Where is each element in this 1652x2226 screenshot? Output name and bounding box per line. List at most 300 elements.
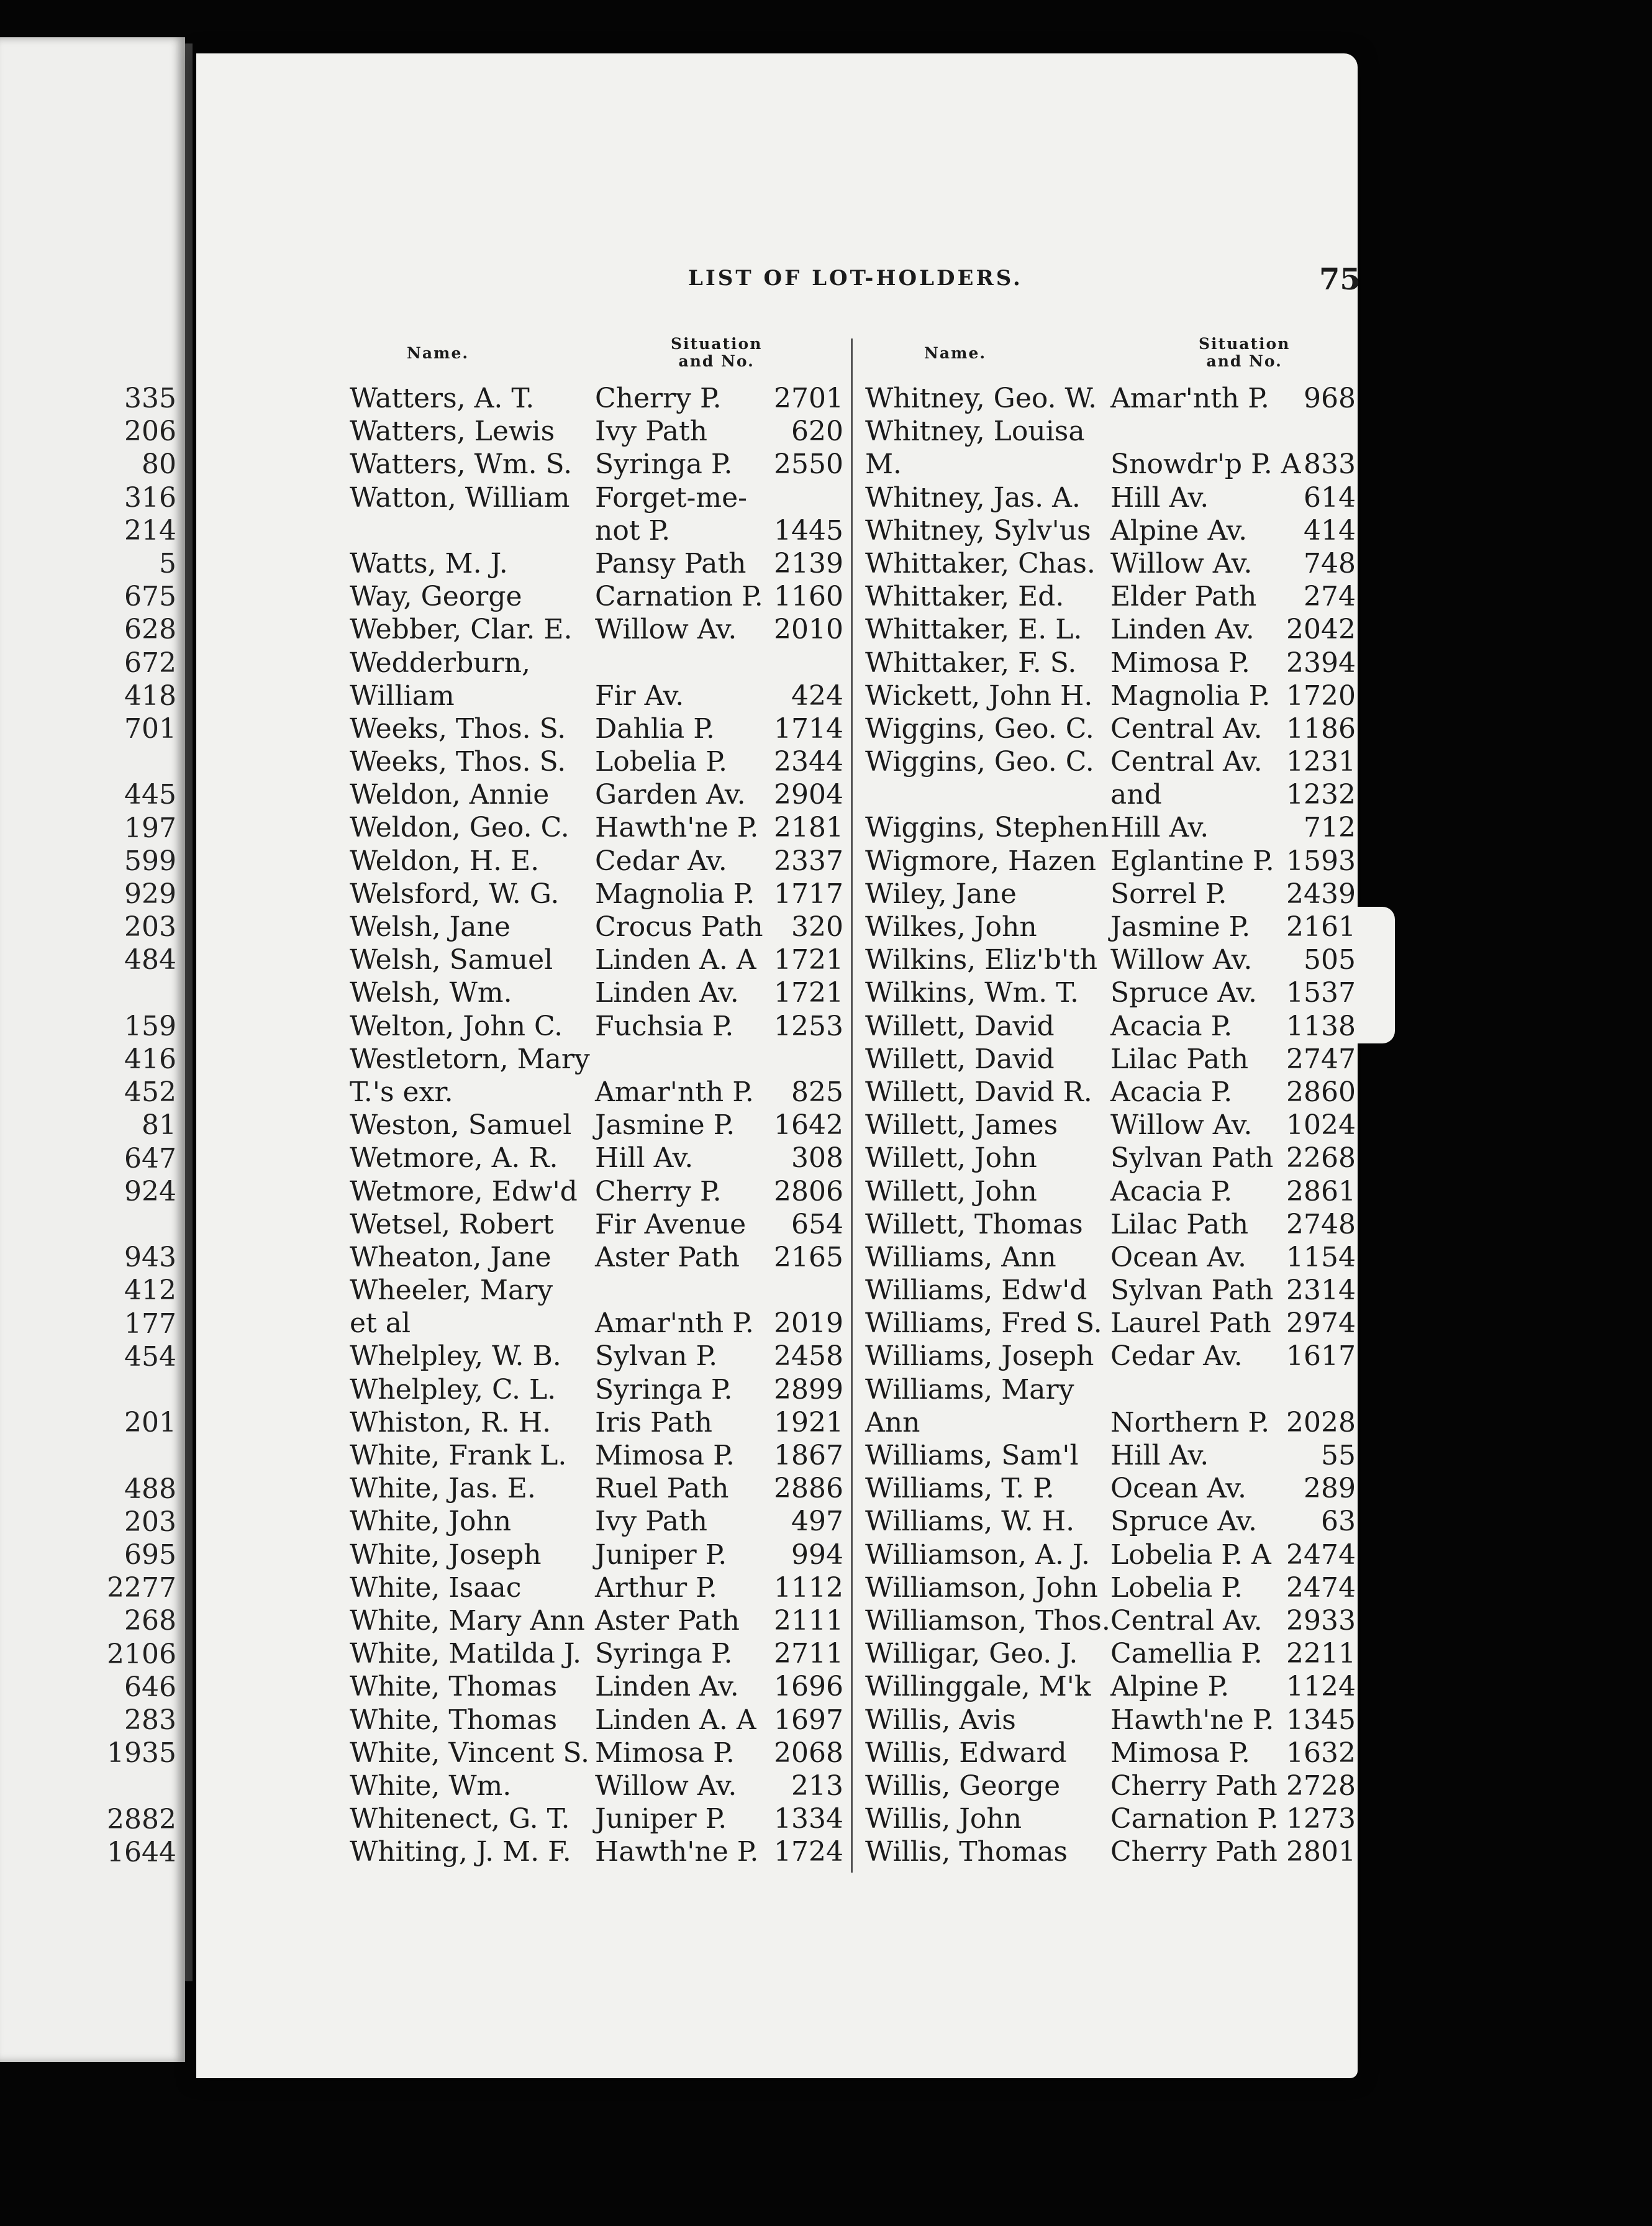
lot-situation: Acacia P. <box>1110 1076 1233 1108</box>
lot-holder-name: Wilkes, John <box>865 911 1037 943</box>
lot-situation: Acacia P. <box>1110 1175 1233 1207</box>
lot-situation: Fuchsia P. <box>595 1010 734 1042</box>
lot-holder-row <box>350 1769 843 1802</box>
lot-number: 213 <box>791 1769 843 1802</box>
lot-holder-row <box>350 878 843 911</box>
lot-number: 2028 <box>1286 1406 1356 1438</box>
lot-holder-name: White, Thomas <box>350 1704 558 1736</box>
lot-situation: Alpine Av. <box>1110 514 1248 547</box>
lot-situation: Mimosa P. <box>595 1440 735 1471</box>
lot-number: 1696 <box>774 1671 843 1703</box>
lot-holder-row <box>350 382 843 415</box>
previous-page-lot-number: 924 <box>124 1175 176 1207</box>
lot-number: 1724 <box>774 1836 843 1868</box>
lot-holder-row <box>865 943 1356 976</box>
lot-situation: Linden A. A <box>595 944 756 976</box>
lot-number: 414 <box>1304 514 1356 547</box>
lot-number: 2439 <box>1286 878 1356 910</box>
previous-page-lot-number: 2277 <box>107 1572 176 1604</box>
lot-situation: Central Av. <box>1110 1604 1263 1637</box>
lot-situation: Willow Av. <box>1110 944 1253 976</box>
lot-holder-row <box>865 712 1356 745</box>
lot-holder-name: Williams, W. H. <box>865 1506 1075 1538</box>
lot-holder-row <box>350 1439 843 1472</box>
lot-number: 274 <box>1304 581 1356 613</box>
page-number: 75 <box>1319 262 1361 297</box>
lot-holder-row <box>865 1769 1356 1802</box>
lot-number: 833 <box>1304 448 1356 481</box>
lot-holder-row <box>865 1604 1356 1637</box>
lot-number: 2042 <box>1286 614 1356 646</box>
lot-holder-name: Welsford, W. G. <box>350 878 560 910</box>
lot-holder-name: Watts, M. J. <box>350 547 508 579</box>
lot-holder-row <box>865 1571 1356 1604</box>
lot-situation: Elder Path <box>1110 581 1257 613</box>
lot-holder-name: Willett, David <box>865 1043 1055 1075</box>
lot-situation: Hill Av. <box>1110 481 1209 514</box>
lot-holder-row <box>350 1307 843 1340</box>
previous-page-lot-number: 672 <box>124 647 176 679</box>
lot-holder-name: Willis, George <box>865 1769 1061 1802</box>
lot-holder-name: White, Vincent S. <box>350 1737 589 1769</box>
lot-holder-row <box>350 778 843 811</box>
lot-holder-row <box>350 1472 843 1505</box>
lot-number: 1160 <box>774 581 843 613</box>
lot-number: 1154 <box>1286 1241 1356 1273</box>
lot-number: 2268 <box>1286 1142 1356 1174</box>
lot-situation: Amar'nth P. <box>1110 383 1269 414</box>
previous-page-lot-number: 159 <box>124 1010 176 1042</box>
previous-page-lot-number: 599 <box>124 845 176 877</box>
lot-holder-name: Williams, T. P. <box>865 1473 1055 1505</box>
lot-holder-name: Webber, Clar. E. <box>350 614 573 646</box>
lot-situation: Lilac Path <box>1110 1208 1249 1240</box>
lot-situation: Eglantine P. <box>1110 845 1274 877</box>
lot-holder-name: Williams, Edw'd <box>865 1274 1087 1307</box>
lot-situation: Jasmine P. <box>1110 911 1251 943</box>
lot-situation: Ivy Path <box>595 416 707 448</box>
lot-number: 1231 <box>1286 746 1356 778</box>
lot-number: 654 <box>791 1208 843 1240</box>
lot-situation: Lobelia P. A <box>1110 1538 1271 1571</box>
lot-situation: Mimosa P. <box>1110 647 1250 679</box>
lot-holder-name: T.'s exr. <box>350 1076 453 1108</box>
lot-number: 1697 <box>774 1704 843 1736</box>
lot-holder-row <box>350 1241 843 1274</box>
previous-page-lot-number: 1644 <box>107 1836 176 1868</box>
lot-situation: Willow Av. <box>1110 547 1253 579</box>
lot-holder-row <box>865 547 1356 580</box>
lot-holder-name: Watters, A. T. <box>350 383 535 414</box>
lot-holder-row <box>350 1538 843 1571</box>
lot-holder-name: Willett, David <box>865 1010 1055 1042</box>
lot-holder-name: Whitney, Jas. A. <box>865 481 1081 514</box>
lot-situation: Jasmine P. <box>595 1109 735 1142</box>
lot-holder-name: Wiley, Jane <box>865 878 1017 910</box>
previous-page-lot-number: 177 <box>124 1307 176 1340</box>
lot-situation: Ocean Av. <box>1110 1473 1246 1505</box>
lot-holder-name: Williamson, A. J. <box>865 1538 1091 1571</box>
lot-situation: Sylvan P. <box>595 1340 718 1373</box>
lot-holder-name: Wickett, John H. <box>865 679 1093 712</box>
lot-holder-name: Williamson, John <box>865 1571 1098 1604</box>
lot-holder-row <box>865 1109 1356 1142</box>
lot-situation: Cherry P. <box>595 1175 722 1207</box>
lot-situation: Laurel Path <box>1110 1307 1271 1340</box>
lot-holder-name: Willett, Thomas <box>865 1208 1083 1240</box>
lot-situation: Amar'nth P. <box>595 1307 754 1340</box>
previous-page-lot-number: 416 <box>124 1043 176 1075</box>
lot-holder-row <box>350 679 843 712</box>
lot-number: 55 <box>1321 1440 1356 1471</box>
lot-situation: Arthur P. <box>595 1571 717 1604</box>
lot-number: 2860 <box>1286 1076 1356 1108</box>
lot-holder-row <box>865 1307 1356 1340</box>
lot-number: 1617 <box>1286 1340 1356 1373</box>
lot-holder-row <box>350 1571 843 1604</box>
lot-holder-row <box>350 1142 843 1174</box>
lot-number: 1112 <box>774 1571 843 1604</box>
previous-page-lot-number: 943 <box>124 1242 176 1274</box>
lot-holder-row <box>865 778 1356 811</box>
lot-holder-name: Williams, Fred S. <box>865 1307 1102 1340</box>
lot-holder-name: Watters, Wm. S. <box>350 448 573 481</box>
lot-number: 2111 <box>774 1604 843 1637</box>
lot-holder-row <box>865 1802 1356 1835</box>
lot-holder-row <box>350 1010 843 1043</box>
lot-holder-name: Wheaton, Jane <box>350 1241 551 1273</box>
lot-holder-name: White, Matilda J. <box>350 1638 582 1670</box>
lot-holder-row <box>350 1505 843 1538</box>
previous-page-lot-number: 647 <box>124 1142 176 1174</box>
previous-page-lot-number: 701 <box>124 713 176 745</box>
lot-situation: Alpine P. <box>1110 1671 1230 1703</box>
lot-holder-row <box>865 1472 1356 1505</box>
lot-number: 1642 <box>774 1109 843 1142</box>
page-header: LIST OF LOT-HOLDERS. <box>688 266 1023 291</box>
lot-situation: Spruce Av. <box>1110 977 1257 1009</box>
lot-holder-name: Westletorn, Mary <box>350 1043 590 1075</box>
lot-holder-name: White, Thomas <box>350 1671 558 1703</box>
lot-situation: Ruel Path <box>595 1473 729 1505</box>
lot-number: 2458 <box>774 1340 843 1373</box>
lot-holder-row <box>350 1175 843 1208</box>
lot-situation: Linden Av. <box>595 1671 739 1703</box>
lot-holder-name: Williams, Joseph <box>865 1340 1094 1373</box>
lot-holder-row <box>350 1109 843 1142</box>
lot-holder-name: Willis, Avis <box>865 1704 1016 1736</box>
lot-holder-name: Weldon, Geo. C. <box>350 812 570 844</box>
lot-number: 2474 <box>1286 1571 1356 1604</box>
previous-page-lot-number: 206 <box>124 416 176 448</box>
book-gutter <box>185 43 193 1981</box>
lot-holder-row <box>865 1637 1356 1670</box>
lot-number: 1720 <box>1286 679 1356 712</box>
lot-holder-name: White, Jas. E. <box>350 1473 536 1505</box>
lot-number: 2211 <box>1286 1638 1356 1670</box>
lot-situation: Mimosa P. <box>1110 1737 1250 1769</box>
lot-holder-name: M. <box>865 448 902 481</box>
lot-situation: Pansy Path <box>595 547 747 579</box>
lot-holder-row <box>350 1835 843 1868</box>
lot-situation: Hawth'ne P. <box>595 1836 759 1868</box>
lot-holder-name: Willett, John <box>865 1175 1037 1207</box>
lot-holder-name: Willigar, Geo. J. <box>865 1638 1078 1670</box>
previous-page-lot-number: 197 <box>124 812 176 844</box>
lot-holder-name: Wheeler, Mary <box>350 1274 553 1307</box>
lot-holder-row <box>865 613 1356 646</box>
lot-number: 1721 <box>774 944 843 976</box>
lot-holder-name: White, Frank L. <box>350 1440 567 1471</box>
lot-number: 2550 <box>774 448 843 481</box>
lot-holder-row <box>865 1704 1356 1737</box>
lot-situation: Syringa P. <box>595 1638 733 1670</box>
lot-holder-row <box>350 911 843 943</box>
lot-holder-row <box>350 1604 843 1637</box>
previous-page-lot-number: 445 <box>124 779 176 811</box>
lot-holder-row <box>350 712 843 745</box>
lot-situation: Garden Av. <box>595 779 746 811</box>
lot-number: 1921 <box>774 1406 843 1438</box>
lot-holder-name: Wetmore, A. R. <box>350 1142 558 1174</box>
lot-situation: Camellia P. <box>1110 1638 1263 1670</box>
previous-page-lot-number: 452 <box>124 1076 176 1109</box>
lot-holder-name: Welsh, Samuel <box>350 944 553 976</box>
lot-holder-row <box>865 580 1356 613</box>
lot-holder-row <box>865 1737 1356 1769</box>
lot-holder-row <box>865 1043 1356 1076</box>
lot-holder-row <box>865 878 1356 911</box>
lot-situation: Willow Av. <box>595 1769 737 1802</box>
lot-number: 2711 <box>774 1638 843 1670</box>
lot-holder-row <box>865 1439 1356 1472</box>
lot-situation: Spruce Av. <box>1110 1506 1257 1538</box>
previous-page-lot-number: 695 <box>124 1539 176 1571</box>
lot-holder-row <box>865 1670 1356 1703</box>
lot-holder-name: Williams, Mary <box>865 1373 1074 1406</box>
lot-situation: and <box>1110 779 1162 811</box>
lot-number: 2974 <box>1286 1307 1356 1340</box>
previous-page-lot-number: 268 <box>124 1605 176 1637</box>
lot-number: 1537 <box>1286 977 1356 1009</box>
lot-holder-row <box>350 514 843 547</box>
previous-page-edge <box>0 37 185 2062</box>
lot-holder-name: Whelpley, C. L. <box>350 1373 556 1406</box>
previous-page-lot-number: 214 <box>124 514 176 547</box>
lot-holder-name: Willis, John <box>865 1803 1022 1835</box>
lot-holder-name: Williamson, Thos. <box>865 1604 1110 1637</box>
lot-situation: Juniper P. <box>595 1803 727 1835</box>
lot-holder-name: Watton, William <box>350 481 570 514</box>
lot-holder-row <box>865 1208 1356 1241</box>
lot-situation: Sylvan Path <box>1110 1274 1274 1307</box>
lot-number: 2748 <box>1286 1208 1356 1240</box>
lot-holder-name: White, Isaac <box>350 1571 522 1604</box>
lot-holder-row <box>865 481 1356 514</box>
lot-holder-name: Wiggins, Geo. C. <box>865 712 1094 745</box>
lot-holder-row <box>865 1175 1356 1208</box>
lot-situation: Aster Path <box>595 1604 740 1637</box>
lot-number: 1445 <box>774 514 843 547</box>
lot-holder-row <box>865 1373 1356 1406</box>
lot-number: 1232 <box>1286 779 1356 811</box>
lot-holder-row <box>350 1737 843 1769</box>
lot-holder-name: Weeks, Thos. S. <box>350 746 566 778</box>
lot-number: 2165 <box>774 1241 843 1273</box>
lot-holder-row <box>350 547 843 580</box>
lot-holder-name: Weeks, Thos. S. <box>350 712 566 745</box>
lot-holder-row <box>350 1704 843 1737</box>
lot-situation: Cherry Path <box>1110 1769 1278 1802</box>
lot-number: 2806 <box>774 1175 843 1207</box>
lot-situation: Linden A. A <box>595 1704 756 1736</box>
lot-holder-name: Willis, Edward <box>865 1737 1067 1769</box>
lot-holder-row <box>865 382 1356 415</box>
lot-holder-row <box>865 976 1356 1009</box>
lot-situation: Hill Av. <box>1110 812 1209 844</box>
lot-holder-name: Willett, John <box>865 1142 1037 1174</box>
lot-holder-name: et al <box>350 1307 411 1340</box>
lot-situation: Carnation P. <box>1110 1803 1279 1835</box>
lot-situation: Willow Av. <box>595 614 737 646</box>
lot-situation: Magnolia P. <box>1110 679 1271 712</box>
previous-page-lot-number: 203 <box>124 1506 176 1538</box>
lot-situation: Dahlia P. <box>595 712 715 745</box>
lot-situation: Sorrel P. <box>1110 878 1227 910</box>
lot-holder-name: Weldon, H. E. <box>350 845 540 877</box>
lot-holder-row <box>350 811 843 844</box>
lot-holder-name: Weston, Samuel <box>350 1109 572 1142</box>
previous-page-lot-number: 283 <box>124 1704 176 1736</box>
previous-page-lot-number: 316 <box>124 481 176 514</box>
lot-holder-name: Williams, Sam'l <box>865 1440 1079 1471</box>
lot-number: 2344 <box>774 746 843 778</box>
previous-page-lot-number: 203 <box>124 911 176 943</box>
previous-page-lot-number: 484 <box>124 944 176 976</box>
lot-situation: Crocus Path <box>595 911 763 943</box>
lot-holder-row <box>350 613 843 646</box>
previous-page-lot-number: 2882 <box>107 1803 176 1835</box>
lot-situation: Juniper P. <box>595 1538 727 1571</box>
lot-holder-row <box>865 911 1356 943</box>
lot-number: 1714 <box>774 712 843 745</box>
lot-situation: Ivy Path <box>595 1506 707 1538</box>
lot-situation: Lilac Path <box>1110 1043 1249 1075</box>
lot-number: 2314 <box>1286 1274 1356 1307</box>
lot-situation: Hawth'ne P. <box>595 812 759 844</box>
right-name-heading: Name. <box>924 344 987 362</box>
lot-number: 1593 <box>1286 845 1356 877</box>
lot-holder-name: Wigmore, Hazen <box>865 845 1097 877</box>
lot-situation: Linden Av. <box>1110 614 1255 646</box>
lot-situation: Cherry P. <box>595 383 722 414</box>
lot-holder-row <box>865 1505 1356 1538</box>
lot-holder-name: Wilkins, Wm. T. <box>865 977 1079 1009</box>
lot-situation: Central Av. <box>1110 712 1263 745</box>
lot-holder-row <box>350 1208 843 1241</box>
lot-number: 497 <box>791 1506 843 1538</box>
lot-holder-row <box>865 415 1356 448</box>
lot-holder-name: Willis, Thomas <box>865 1836 1068 1868</box>
lot-number: 2899 <box>774 1373 843 1406</box>
lot-situation: Hill Av. <box>595 1142 694 1174</box>
lot-number: 320 <box>791 911 843 943</box>
lot-number: 620 <box>791 416 843 448</box>
lot-holder-row <box>865 745 1356 778</box>
previous-page-lot-number: 628 <box>124 614 176 646</box>
page-edge-notch <box>1358 907 1395 1043</box>
lot-situation: Cedar Av. <box>1110 1340 1243 1373</box>
lot-holder-name: Whiston, R. H. <box>350 1406 551 1438</box>
lot-holder-name: Whitenect, G. T. <box>350 1803 570 1835</box>
lot-holder-name: Whittaker, Ed. <box>865 581 1064 613</box>
previous-page-lot-number: 81 <box>142 1109 176 1142</box>
lot-holder-name: Way, George <box>350 581 522 613</box>
lot-holder-name: Welsh, Wm. <box>350 977 512 1009</box>
lot-number: 614 <box>1304 481 1356 514</box>
lot-holder-row <box>350 845 843 878</box>
lot-holder-row <box>865 448 1356 481</box>
lot-situation: Central Av. <box>1110 746 1263 778</box>
previous-page-lot-number: 201 <box>124 1407 176 1439</box>
lot-holder-row <box>350 1043 843 1076</box>
lot-situation: Acacia P. <box>1110 1010 1233 1042</box>
lot-situation: Hill Av. <box>1110 1440 1209 1471</box>
lot-situation: Syringa P. <box>595 448 733 481</box>
lot-holder-name: Watters, Lewis <box>350 416 555 448</box>
lot-holder-name: Willett, David R. <box>865 1076 1092 1108</box>
lot-holder-row <box>350 647 843 679</box>
lot-situation: Linden Av. <box>595 977 739 1009</box>
lot-situation: Magnolia P. <box>595 878 755 910</box>
lot-holder-row <box>350 976 843 1009</box>
lot-number: 2886 <box>774 1473 843 1505</box>
lot-number: 1717 <box>774 878 843 910</box>
previous-page-lot-number: 2106 <box>107 1638 176 1670</box>
lot-number: 1345 <box>1286 1704 1356 1736</box>
lot-situation: Cedar Av. <box>595 845 727 877</box>
lot-situation: Forget-me- <box>595 481 748 514</box>
lot-situation: Amar'nth P. <box>595 1076 754 1108</box>
lot-holder-name: Whitney, Geo. W. <box>865 383 1097 414</box>
lot-number: 748 <box>1304 547 1356 579</box>
lot-holder-name: Whitney, Louisa <box>865 416 1085 448</box>
lot-holder-name: Whittaker, E. L. <box>865 614 1082 646</box>
previous-page-lot-number: 335 <box>124 383 176 414</box>
lot-number: 424 <box>791 679 843 712</box>
lot-situation: Fir Av. <box>595 679 684 712</box>
lot-number: 1186 <box>1286 712 1356 745</box>
lot-holder-name: Wiggins, Stephen <box>865 812 1109 844</box>
lot-number: 1721 <box>774 977 843 1009</box>
lot-number: 2728 <box>1286 1769 1356 1802</box>
lot-holder-row <box>865 1274 1356 1307</box>
lot-holder-row <box>865 1010 1356 1043</box>
lot-number: 2394 <box>1286 647 1356 679</box>
lot-holder-row <box>350 1670 843 1703</box>
lot-number: 2701 <box>774 383 843 414</box>
lot-situation: Syringa P. <box>595 1373 733 1406</box>
lot-number: 825 <box>791 1076 843 1108</box>
lot-number: 2801 <box>1286 1836 1356 1868</box>
lot-number: 63 <box>1321 1506 1356 1538</box>
lot-holder-row <box>865 679 1356 712</box>
lot-situation: Ocean Av. <box>1110 1241 1246 1273</box>
lot-holder-row <box>865 514 1356 547</box>
lot-number: 2019 <box>774 1307 843 1340</box>
previous-page-lot-number: 412 <box>124 1274 176 1307</box>
lot-number: 2181 <box>774 812 843 844</box>
